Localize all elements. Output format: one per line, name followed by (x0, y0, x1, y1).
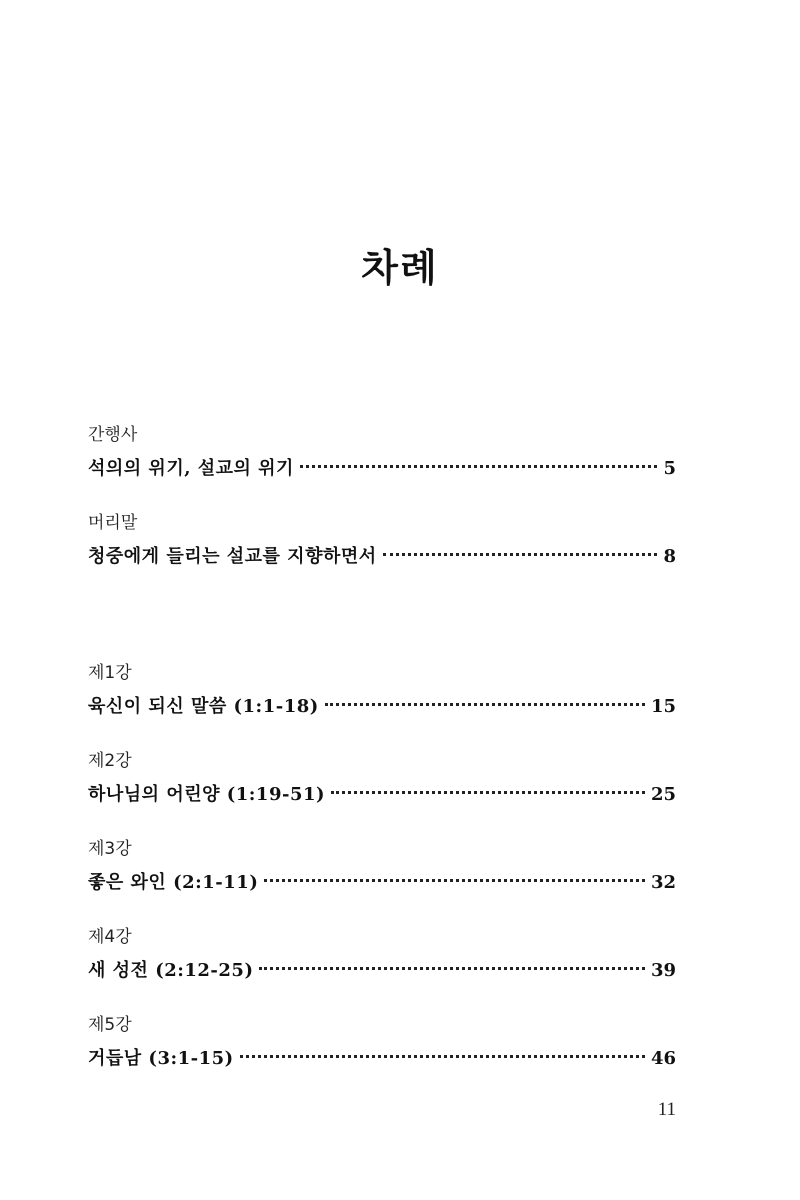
toc-entry-page: 8 (663, 546, 676, 567)
toc-lecture-2 (88, 750, 676, 808)
dot-leader (331, 791, 645, 794)
toc-entry-title: 새 성전 (2:12-25) (88, 960, 254, 981)
toc-section-label: 제4강 (88, 927, 132, 947)
toc-entry[interactable] (88, 1046, 676, 1072)
toc-entry-page: 25 (650, 784, 676, 805)
page-title: 차례 (361, 245, 439, 290)
toc-entry-title: 좋은 와인 (2:1-11) (88, 872, 259, 893)
toc-lecture-1 (88, 662, 676, 720)
toc-entry[interactable] (88, 456, 676, 482)
toc-entry[interactable] (88, 870, 676, 896)
dot-leader (259, 967, 644, 970)
toc-entry[interactable] (88, 958, 676, 984)
dot-leader (325, 703, 645, 706)
toc-section-label: 머리말 (88, 513, 138, 533)
page-number: 11 (657, 1099, 676, 1120)
toc-entry[interactable] (88, 694, 676, 720)
toc-entry-title: 하나님의 어린양 (1:19-51) (88, 784, 326, 805)
dot-leader (383, 553, 658, 556)
dot-leader (264, 879, 645, 882)
toc-entry-title: 육신이 되신 말씀 (1:1-18) (88, 696, 319, 717)
toc-front-matter-2 (88, 512, 676, 570)
toc-section-label: 제3강 (88, 839, 132, 859)
dot-leader (300, 465, 658, 468)
toc-entry-page: 46 (650, 1048, 676, 1069)
toc-front-matter-1 (88, 424, 676, 482)
toc-entry-title: 거듭남 (3:1-15) (88, 1048, 234, 1069)
toc-entry[interactable] (88, 544, 676, 570)
toc-entry-page: 39 (650, 960, 676, 981)
toc-entry-page: 15 (650, 696, 676, 717)
toc-entry-page: 5 (663, 458, 676, 479)
toc-entry-page: 32 (650, 872, 676, 893)
toc-entry-title: 석의의 위기, 설교의 위기 (88, 458, 294, 479)
toc-section-label: 제1강 (88, 663, 132, 683)
toc-section-label: 제5강 (88, 1015, 132, 1035)
toc-section-label: 제2강 (88, 751, 132, 771)
toc-entry[interactable] (88, 782, 676, 808)
toc-lecture-3 (88, 838, 676, 896)
dot-leader (240, 1055, 645, 1058)
toc-lecture-5 (88, 1014, 676, 1072)
toc-section-label: 간행사 (88, 425, 138, 445)
toc-entry-title: 청중에게 들리는 설교를 지향하면서 (88, 546, 377, 567)
toc-lecture-4 (88, 926, 676, 984)
